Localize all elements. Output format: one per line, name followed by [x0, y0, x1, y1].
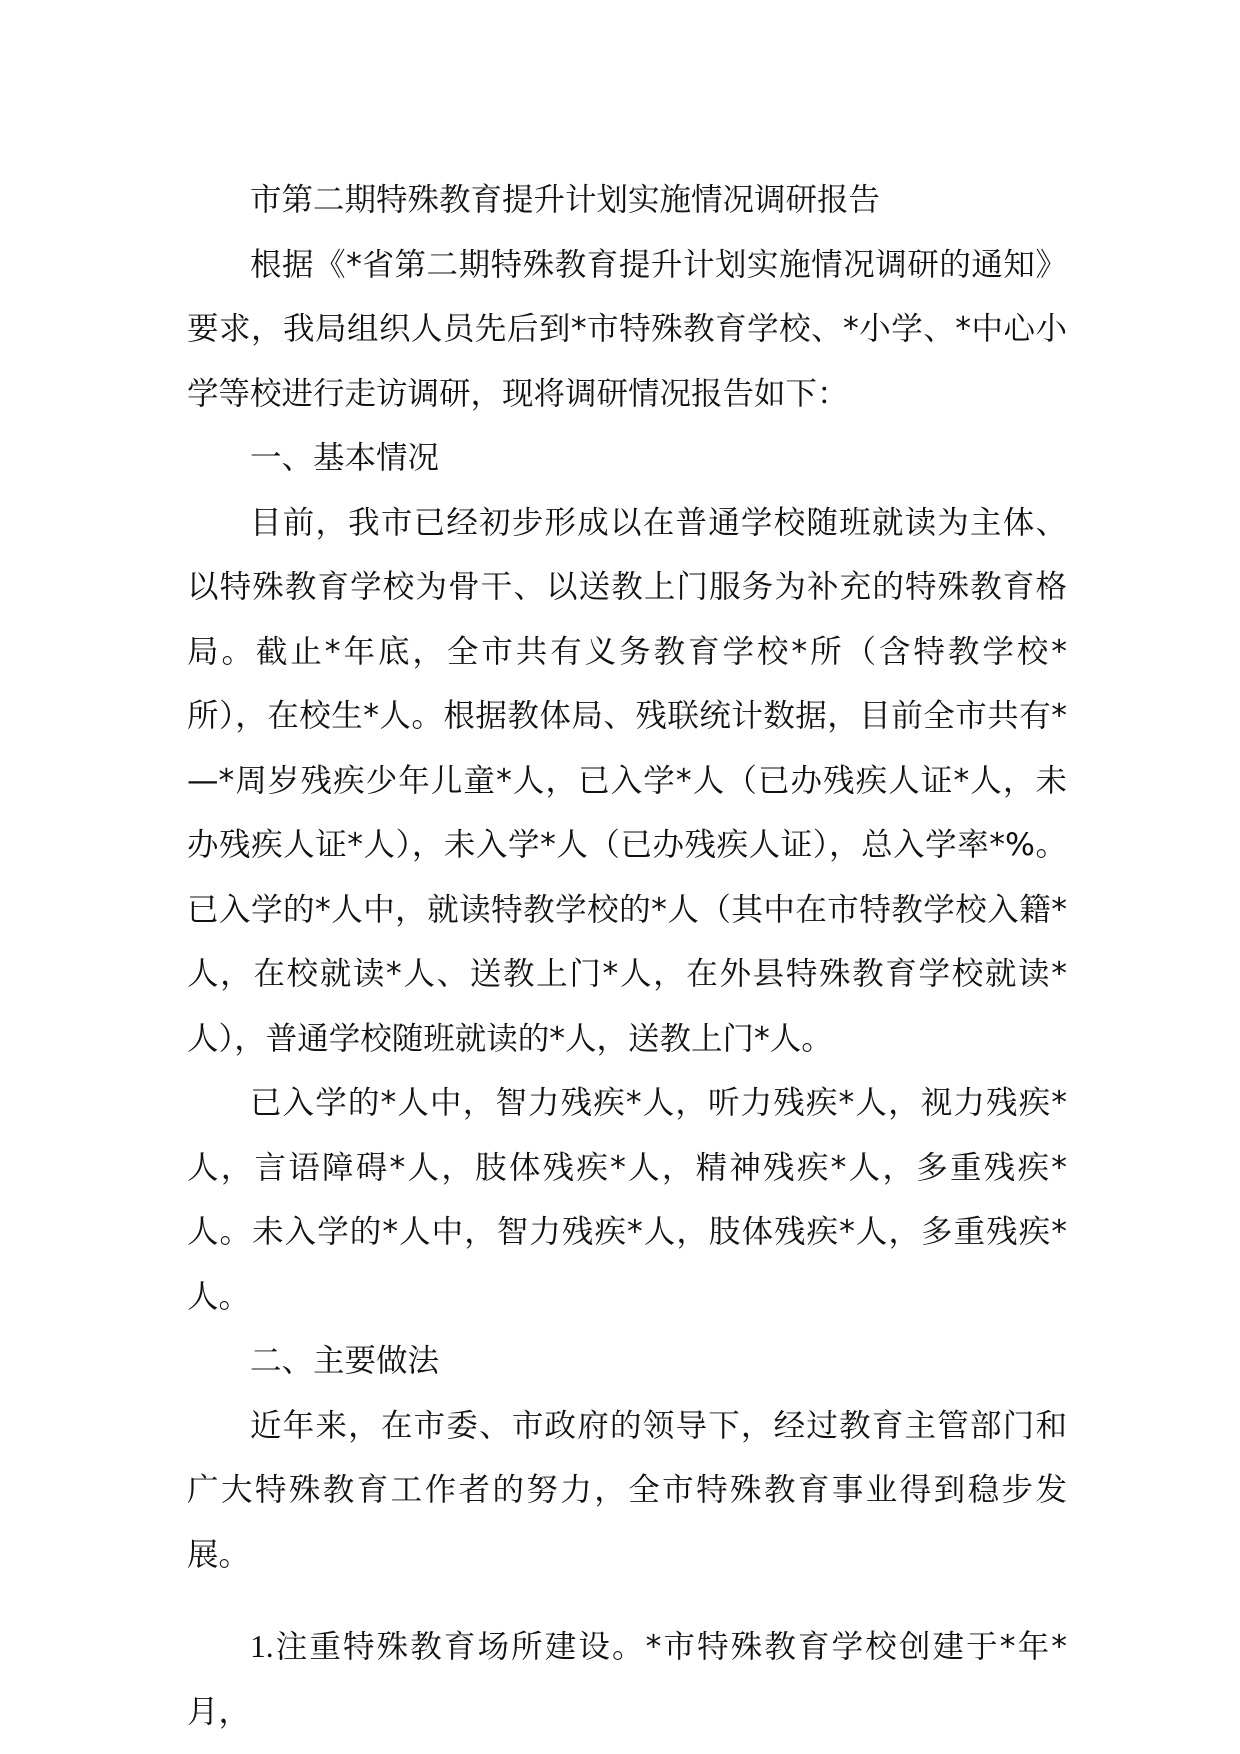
item-1-paragraph	[187, 1615, 1067, 1744]
document-page	[187, 168, 1067, 1744]
intro-paragraph: 根据《*省第二期特殊教育提升计划实施情况调研的通知》要求，我局组织人员先后到*市特殊教育学校、*小学、*中心小学等校进行走访调研，现将调研情况报告如下：	[187, 246, 1067, 412]
section-2-paragraph-1: 近年来，在市委、市政府的领导下，经过教育主管部门和广大特殊教育工作者的努力，全市特殊教育事业得到稳步发展。	[187, 1407, 1067, 1573]
document-title: 市第二期特殊教育提升计划实施情况调研报告	[250, 182, 881, 218]
section-1-paragraph-1: 目前，我市已经初步形成以在普通学校随班就读为主体、以特殊教育学校为骨干、以送教上门服务为补充的特殊教育格局。截止*年底，全市共有义务教育学校*所（含特教学校*所），在校生*人。根据教体局、残联统计数据，目前全市共有*—*周岁残疾少年儿童*人，已入学*人（已办残疾人证*人，未办残疾人证*人），未入学*人（已办残疾人证），总入学率*%。已入学的*人中，就读特教学校的*人（其中在市特教学校入籍*人，在校就读*人、送教上门*人，在外县特殊教育学校就读*人），普通学校随班就读的*人，送教上门*人。	[187, 504, 1067, 1057]
section-2-heading: 二、主要做法	[250, 1343, 440, 1379]
item-1-number: 1.	[250, 1629, 274, 1664]
section-1-paragraph-2: 已入学的*人中，智力残疾*人，听力残疾*人，视力残疾*人，言语障碍*人，肢体残疾*人，精神残疾*人，多重残疾*人。未入学的*人中，智力残疾*人，肢体残疾*人，多重残疾*人。	[187, 1085, 1067, 1315]
section-1-heading: 一、基本情况	[250, 440, 440, 476]
item-1-text: 注重特殊教育场所建设。*市特殊教育学校创建于*年*月，	[187, 1629, 1067, 1730]
